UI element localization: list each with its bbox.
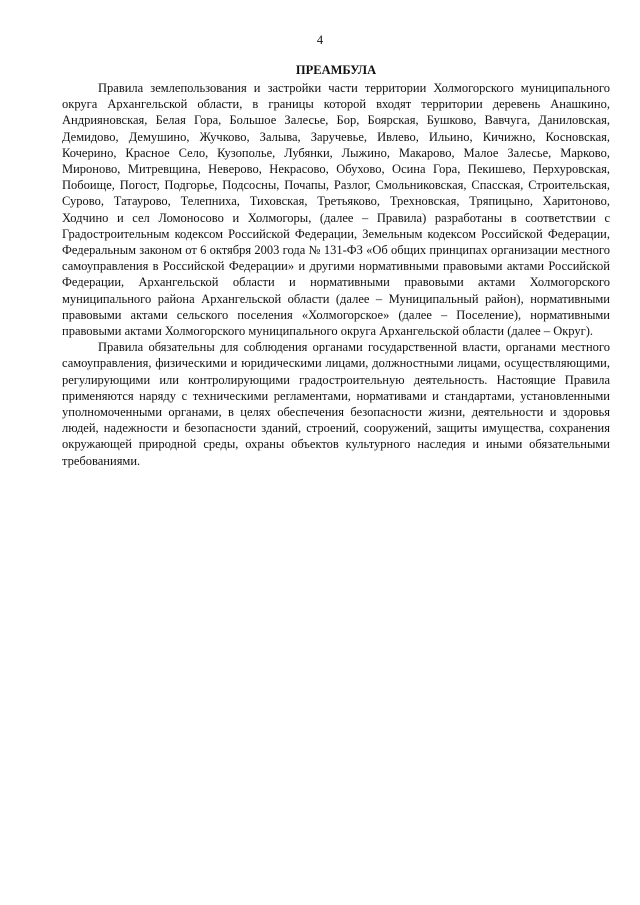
section-heading: ПРЕАМБУЛА — [295, 63, 377, 77]
page-number: 4 — [316, 33, 324, 47]
document-body — [62, 62, 610, 469]
paragraph-1: Правила землепользования и застройки части территории Холмогорского муниципального округа Архангельской области, в границы которой входят территории деревень Анашкино, Андрияновская, Белая Гора, Большое Залесье, Бор, Боярская, Бушково, Вавчуга, Даниловская, Демидово, Демушино, Жучково, Залыва, Заручевье, Ивлево, Ильино, Кичижно, Косновская, Кочерино, Красное Село, Кузополье, Лубянки, Лыжино, Макарово, Малое Залесье, Марково, Мироново, Митревщина, Неверово, Некрасово, Обухово, Осина Гора, Пекишево, Перхуровская, Побоище, Погост, Подгорье, Подсосны, Почапы, Разлог, Смольниковская, Спасская, Строительская, Сурово, Татаурово, Телепниха, Тиховская, Третьяково, Трехновская, Тряпицыно, Харитоново, Ходчино и сел Ломоносово и Холмогоры, (далее – Правила) разработаны в соответствии с Градостроительным кодексом Российской Федерации, Земельным кодексом Российской Федерации, Федеральным законом от 6 октября 2003 года № 131-ФЗ «Об общих принципах организации местного самоуправления в Российской Федерации» и другими нормативными правовыми актами Российской Федерации, Архангельской области и нормативными правовыми актами Холмогорского муниципального района Архангельской области (далее – Муниципальный район), нормативными правовыми актами сельского поселения «Холмогорское» (далее – Поселение), нормативными правовыми актами Холмогорского муниципального округа Архангельской области (далее – Округ). — [62, 81, 610, 339]
paragraph-2: Правила обязательны для соблюдения органами государственной власти, органами местного самоуправления, физическими и юридическими лицами, должностными лицами, осуществляющими, регулирующими или контролирующими градостроительную деятельность. Настоящие Правила применяются наряду с техническими регламентами, нормативами и стандартами, установленными уполномоченными органами, в целях обеспечения безопасности жизни, деятельности и здоровья людей, надежности и безопасности зданий, строений, сооружений, защиты имущества, сохранения окружающей природной среды, охраны объектов культурного наследия и иными обязательными требованиями. — [62, 340, 610, 468]
